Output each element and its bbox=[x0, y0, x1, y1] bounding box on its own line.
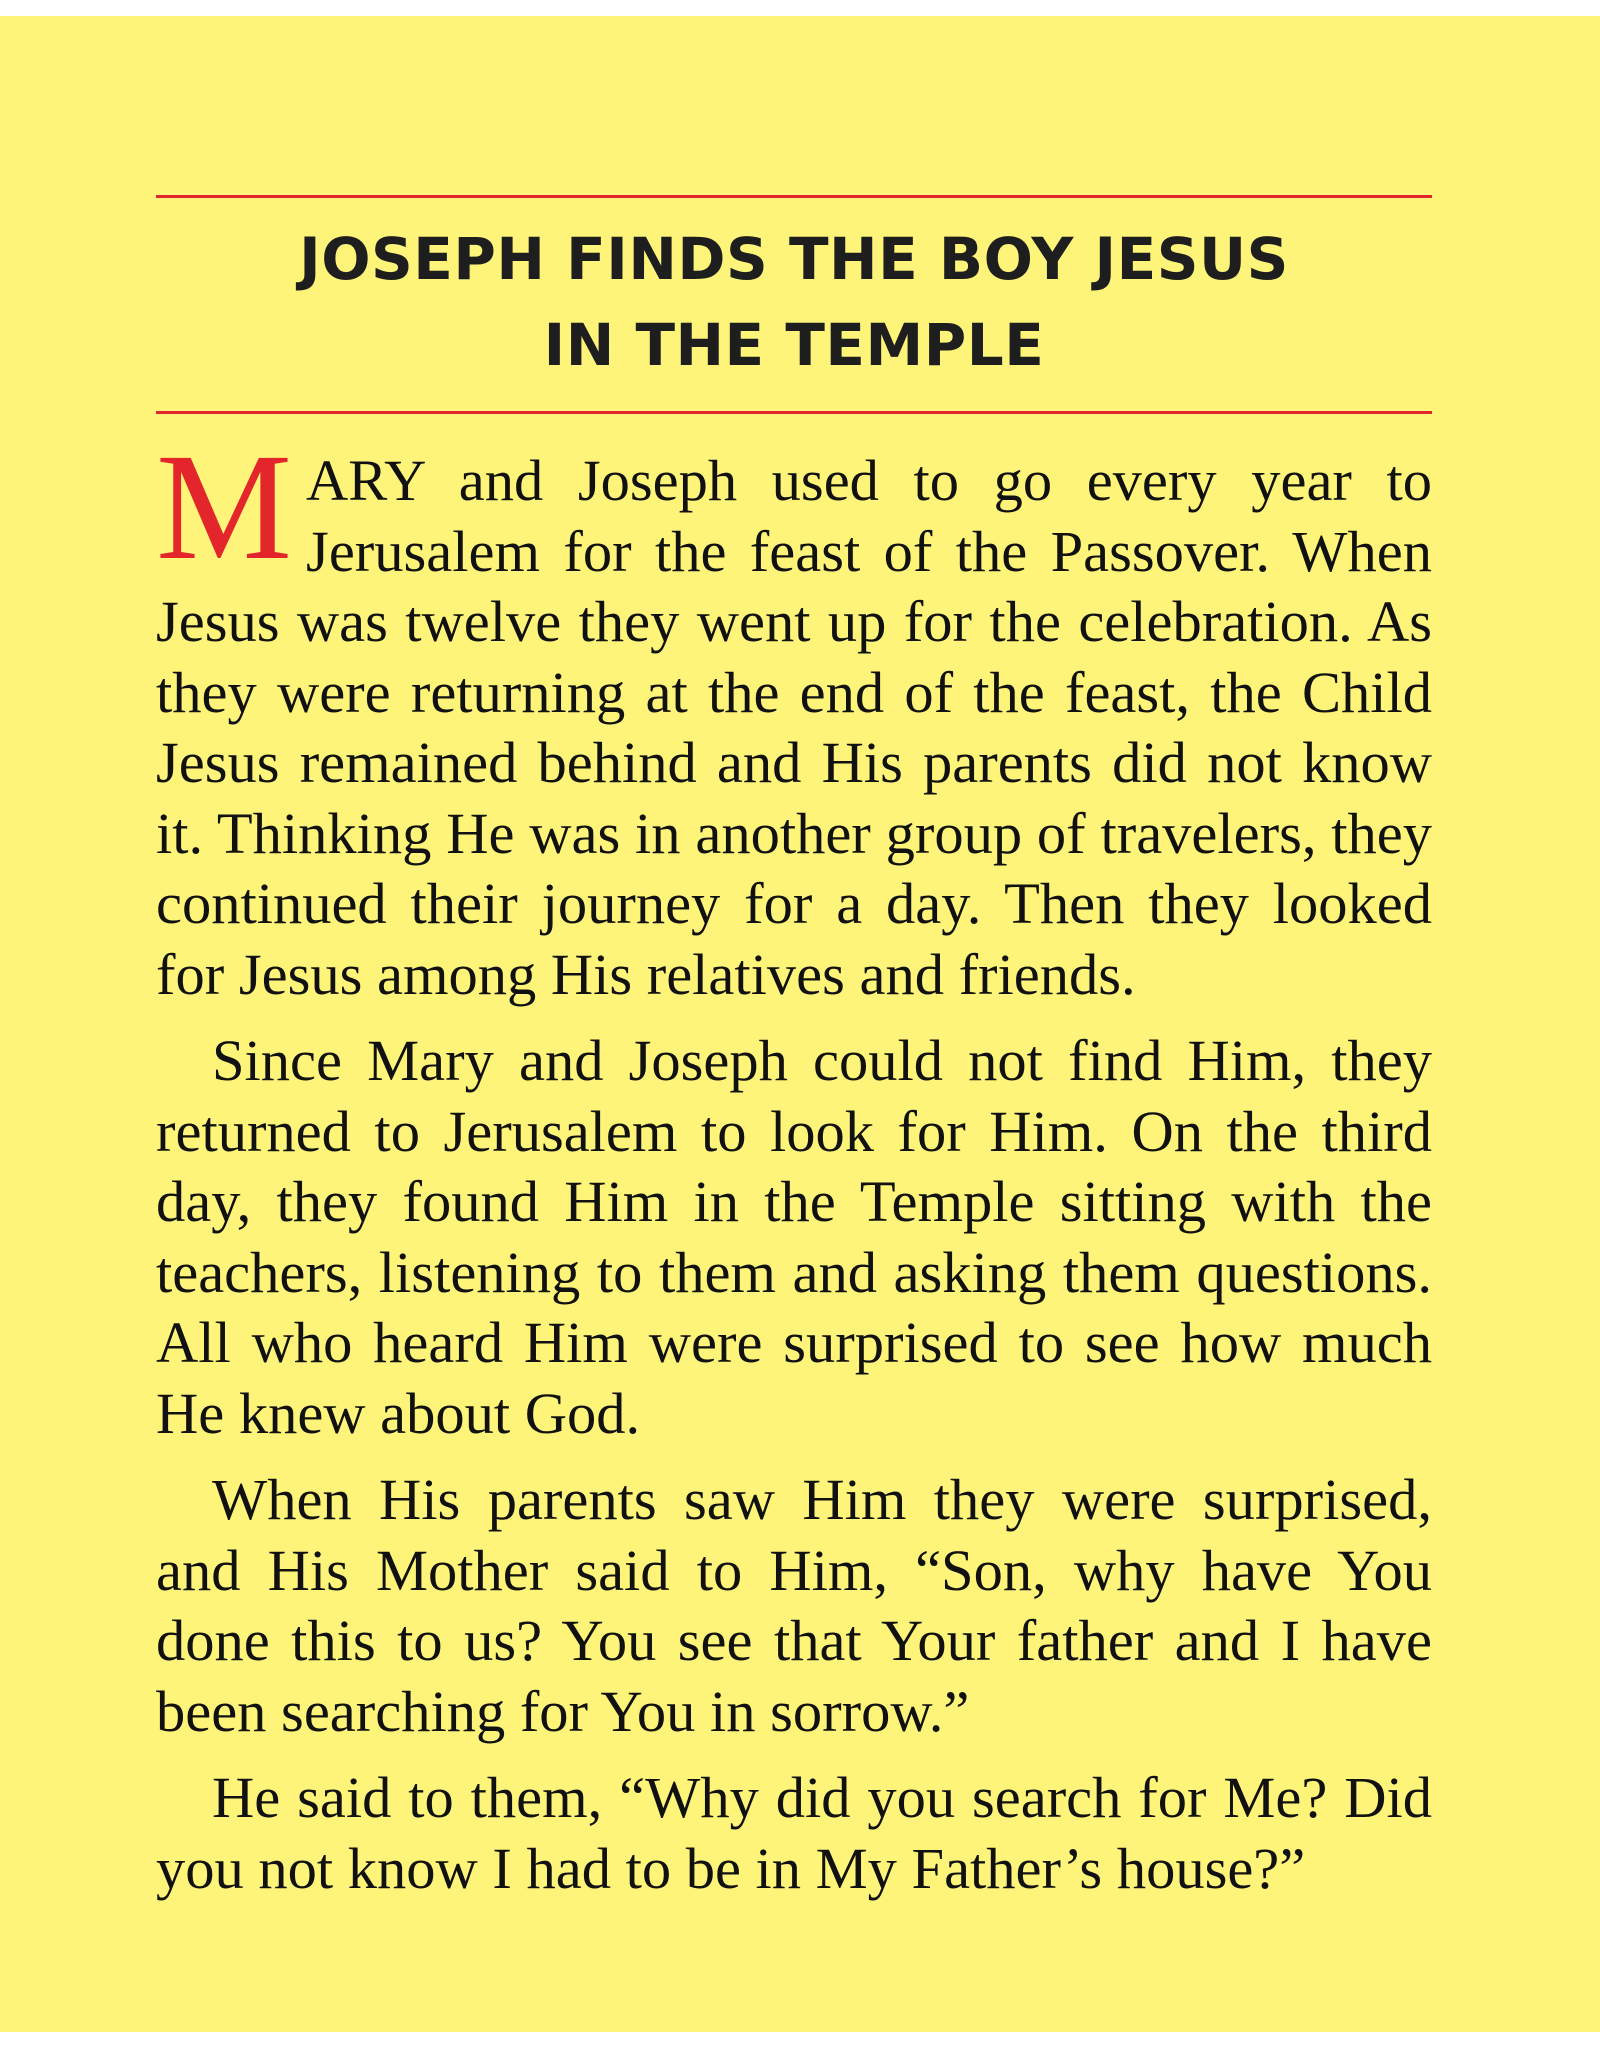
story-body bbox=[156, 423, 1432, 1920]
paragraph-3: When His parents saw Him they were surprised, and His Mother said to Him, “Son, why have You done this to us? You see that Your father and I have been searching for You in sorrow.” bbox=[156, 1467, 1432, 1744]
paragraph-1 bbox=[156, 423, 1432, 1010]
paragraph-2: Since Mary and Joseph could not find Him, they returned to Jerusalem to look for Him. On the third day, they found Him in the Temple sitting with the teachers, listening to them and asking them questions. All who heard Him were surprised to see how much He knew about God. bbox=[156, 1028, 1432, 1446]
paragraph-1-text: ARY and Joseph used to go every year to Jerusalem for the feast of the Passover. When Jesus was twelve they went up for the celebration. As they were returning at the end of the feast, the Child Jesus remained behind and His parents did not know it. Thinking He was in another group of travelers, they continued their journey for a day. Then they looked for Jesus among His relatives and friends. bbox=[156, 448, 1432, 1007]
bottom-divider bbox=[156, 411, 1432, 414]
drop-cap: M bbox=[156, 423, 293, 592]
page bbox=[0, 16, 1600, 2032]
title-line-1: JOSEPH FINDS THE BOY JESUS bbox=[299, 225, 1289, 293]
paragraph-4: He said to them, “Why did you search for Me? Did you not know I had to be in My Father’s house?” bbox=[156, 1765, 1432, 1901]
top-divider bbox=[156, 195, 1432, 198]
title-line-2: IN THE TEMPLE bbox=[543, 311, 1045, 379]
story-title bbox=[156, 216, 1432, 388]
